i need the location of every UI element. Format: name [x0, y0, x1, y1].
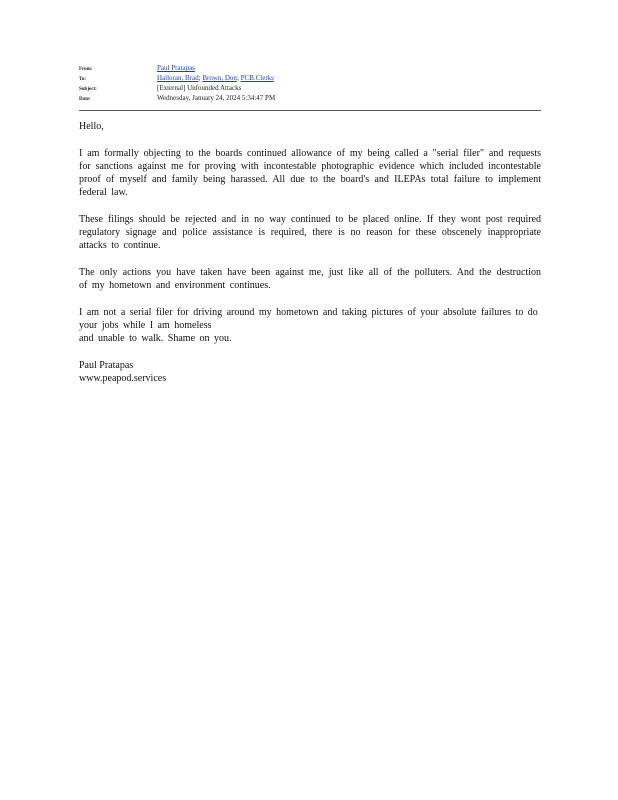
email-header	[79, 63, 541, 103]
email-body	[79, 120, 541, 385]
to-recipients	[157, 73, 274, 83]
greeting: Hello,	[79, 121, 104, 132]
to-label: To:	[79, 77, 87, 82]
paragraph-actions: The only actions you have taken have been against me, just like all of the polluters. And the destruction of my hometown and environment continues.	[79, 267, 541, 291]
paragraph-line: and unable to walk. Shame on you.	[79, 333, 232, 344]
paragraph-objection: I am formally objecting to the boards continued allowance of my being called a "serial filer" and requests for sanctions against me for proving with incontestable photographic evidence which included incontestable proof of myself and family being harassed. All due to the board's and ILEPAs total failure to implement federal law.	[79, 148, 541, 198]
recipient-link-halloran[interactable]: Halloran, Brad	[157, 74, 199, 82]
recipient-link-pcb-clerks[interactable]: PCB.Clerks	[240, 74, 274, 82]
to-row	[79, 73, 541, 83]
subject-label: Subject:	[79, 87, 97, 92]
signature-name: Paul Pratapas	[79, 360, 134, 371]
date-value: Wednesday, January 24, 2024 5:34:47 PM	[157, 94, 276, 102]
subject-row	[79, 83, 541, 93]
from-row	[79, 63, 541, 73]
date-label: Date:	[79, 97, 91, 102]
from-label: From:	[79, 67, 93, 72]
paragraph-line: I am not a serial filer for driving around my hometown and taking pictures of your absolute failures to do your jobs while I am homeless	[79, 307, 538, 331]
header-divider	[79, 110, 541, 111]
paragraph-serial-filer	[79, 306, 541, 345]
recipient-separator: ;	[236, 74, 241, 82]
signature-website: www.peapod.services	[79, 373, 167, 384]
subject-value: [External] Unfounded Attacks	[157, 84, 242, 92]
paragraph-filings: These filings should be rejected and in no way continued to be placed online. If they wont post required regulatory signage and police assistance is required, there is no reason for these obscenely inappropriate attacks to continue.	[79, 214, 541, 251]
recipient-link-brown[interactable]: Brown, Don	[202, 74, 237, 82]
recipient-separator: ;	[198, 74, 203, 82]
date-row	[79, 93, 541, 103]
from-link[interactable]: Paul Pratapas	[157, 64, 195, 72]
